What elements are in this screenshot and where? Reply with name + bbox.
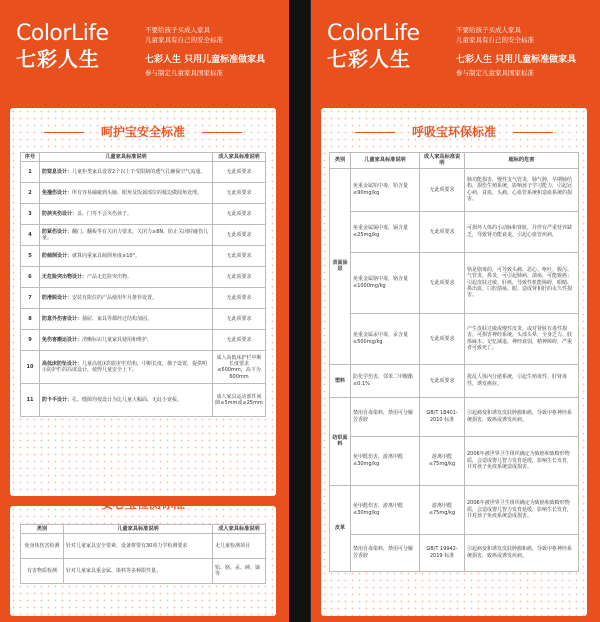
row-category: 塑料	[330, 364, 351, 397]
eco-table	[329, 152, 579, 572]
row-title: 防紧伤设计：	[42, 229, 73, 235]
row-adult: 无儿童检测项目	[213, 534, 266, 559]
tagline-3: 七彩人生 只用儿童标准做家具	[145, 55, 266, 65]
table-row	[21, 225, 266, 246]
row-harm: 产生皮肤过敏或慢性皮炎，或对肾脏有毒性损害，可损害神经系统，头部头晕，全身乏力、肢体麻木、记忆减退、神经衰弱，精神障碍，严重者可致死亡。	[465, 313, 579, 364]
row-number: 2	[21, 183, 40, 204]
row-adult: 无此项要求	[213, 288, 266, 309]
tagline-1: 不要给孩子买成人家具	[145, 26, 210, 34]
col-header-adult: 成人家具标准说明	[213, 153, 266, 162]
col-header-num: 序号	[21, 153, 40, 162]
col-header-category: 类别	[330, 153, 351, 169]
row-detail: 产品无危险突出物。	[87, 274, 133, 281]
row-adult: 无此项要求	[213, 204, 266, 225]
row-description	[40, 162, 213, 183]
row-harm: 铬是剧毒的，可导致头痛、恶心、呕吐、腹泻、气管炎、鼻炎，可引起肺病、溃疡，可能致癌；引起皮肤过敏、肝癌，导致性机能障碍，眼睛、鼻出血，口腔溃疡、眼、造成肾和肝的永久性损害。	[465, 252, 579, 313]
row-adult: GB/T 18401-2010 标准	[420, 397, 465, 436]
row-title: 无危险突出物设计：	[42, 274, 88, 281]
table-row	[330, 397, 579, 436]
row-detail: 翻门、翻板等有关闭力要求，关闭力≥8N，防止关闭时碰伤儿童。	[42, 229, 209, 242]
row-adult: 无此项要求	[213, 330, 266, 351]
row-category: 皮革	[330, 485, 351, 571]
row-description	[40, 288, 213, 309]
table-row	[330, 252, 579, 313]
row-detail: 儿童高低床的防护栏结构，中断长度，梯子设置，提供明示防护栏的高度设计，使得儿童安全上下。	[42, 361, 208, 374]
row-title: 高低床防坠设计：	[42, 361, 83, 367]
row-description: 免甲醛伤害，游离甲醛≤30mg/kg	[351, 485, 420, 534]
col-header-child: 儿童家具标准说明	[40, 153, 213, 162]
table-row	[330, 534, 579, 571]
row-adult: 游离甲醛≤75mg/kg	[420, 436, 465, 485]
table-row	[21, 267, 266, 288]
row-description	[40, 225, 213, 246]
row-number: 6	[21, 267, 40, 288]
eco-standard-card	[321, 108, 587, 616]
row-adult: 无此项要求	[213, 183, 266, 204]
table-row	[330, 313, 579, 364]
tagline-3: 七彩人生 只用儿童标准做家具	[456, 55, 577, 65]
row-detail: 就算向重家具倾倒角度≥10°。	[72, 253, 141, 260]
row-detail: 安装有限位的产品使用年月推荐设置。	[72, 295, 158, 302]
row-adult: 无此项要求	[420, 252, 465, 313]
tagline-2: 儿童家具有自己的安全标准	[145, 36, 223, 44]
table-row	[21, 559, 266, 584]
logo-english: ColorLife	[16, 21, 109, 46]
row-description	[40, 309, 213, 330]
row-description: 免重金属镉中毒，镉含量≤25mg/kg	[351, 211, 420, 252]
testing-standard-title	[10, 496, 276, 512]
row-description: 免重金属铬中毒，铬含量≤1000mg/kg	[351, 252, 420, 313]
row-title: 防倾倒设计：	[42, 253, 73, 260]
row-number: 3	[21, 204, 40, 225]
brand-logo	[16, 22, 109, 72]
row-description: 禁用有毒染料，禁用可分解芳香胺	[351, 534, 420, 571]
row-adult: 无此项要求	[420, 168, 465, 211]
table-row	[330, 211, 579, 252]
row-adult: 无此项要求	[420, 211, 465, 252]
row-description	[40, 384, 213, 417]
safety-standard-card	[10, 108, 276, 496]
row-adult: 无此项要求	[420, 313, 465, 364]
row-description	[40, 246, 213, 267]
eco-standard-title	[321, 124, 587, 140]
col-header-child: 儿童家具标准说明	[351, 153, 420, 169]
row-description: 防化学伤害，邻苯二甲酸酯≤0.1%	[351, 364, 420, 397]
row-adult: 无此项要求	[213, 246, 266, 267]
row-number: 10	[21, 351, 40, 384]
logo-chinese: 七彩人生	[16, 47, 100, 71]
table-row	[21, 183, 266, 204]
row-description: 免重金属汞中毒，汞含量≤500mg/kg	[351, 313, 420, 364]
table-row	[330, 364, 579, 397]
brand-logo	[327, 22, 420, 72]
tagline-4: 参与制定儿童家具国家标准	[145, 69, 223, 77]
table-row	[21, 534, 266, 559]
row-description	[40, 351, 213, 384]
row-harm: 可损坏人体的小动脉和肾脏，并伴有严重营养缺乏，导致肾功能衰退，引起心血管疾病。	[465, 211, 579, 252]
tagline-2: 儿童家具有自己的安全标准	[456, 36, 534, 44]
safety-table	[20, 152, 266, 417]
tagline-4: 参与制定儿童家具国家标准	[456, 69, 534, 77]
table-row	[21, 204, 266, 225]
testing-table	[20, 524, 266, 584]
logo-english: ColorLife	[327, 21, 420, 46]
row-detail: 孔、缝隙均按设计为比儿童大幅面，无此小宽板。	[72, 397, 183, 404]
col-header-harm: 超标的危害	[465, 153, 579, 169]
table-row	[21, 246, 266, 267]
table-row	[21, 309, 266, 330]
row-number: 4	[21, 225, 40, 246]
row-category: 表面涂层	[330, 168, 351, 364]
row-description	[40, 330, 213, 351]
row-detail: 所有容易磕碰到头脑、眼角及饭颈部位的棱边做圆角处理。	[72, 190, 203, 197]
row-adult: 无此项要求	[420, 364, 465, 397]
row-number: 7	[21, 288, 40, 309]
row-detail: 儿童柜类家具设置2个以上不受限制的透气孔确保空气流通。	[72, 169, 206, 176]
col-header-adult: 成人家具标准说明	[213, 525, 266, 534]
row-title: 防窒息设计：	[42, 169, 73, 176]
table-row	[21, 330, 266, 351]
row-detail: 抽屉、家具等都经过结构加固。	[82, 316, 153, 323]
row-description	[40, 204, 213, 225]
row-title: 防意外伤害设计：	[42, 316, 83, 323]
row-description: 免重金属铅中毒，铅含量≤90mg/kg	[351, 168, 420, 211]
row-description	[40, 267, 213, 288]
safety-title-text: 呵护宝安全标准	[100, 125, 185, 139]
row-title: 免伤害搬运设计：	[42, 337, 83, 344]
row-description: 免甲醛伤害，游离甲醛≤30mg/kg	[351, 436, 420, 485]
row-adult: 无此项要求	[213, 162, 266, 183]
row-number: 9	[21, 330, 40, 351]
row-description	[40, 183, 213, 204]
row-number: 1	[21, 162, 40, 183]
row-adult: 无此项要求	[213, 225, 266, 246]
right-panel	[311, 0, 600, 622]
row-harm: 扰乱人体内分泌系统，引起生殖毒性、肝肾毒性，诱发癌症。	[465, 364, 579, 397]
table-row	[21, 288, 266, 309]
eco-title-text: 呼吸宝环保标准	[411, 125, 496, 139]
row-adult: 成人高低床护栏中断长度要求≤500mm，高下为600mm	[213, 351, 266, 384]
tagline-1: 不要给孩子买成人家具	[456, 26, 521, 34]
row-title: 防滑脱设计：	[42, 295, 73, 302]
panel-divider	[289, 0, 310, 622]
col-header-category: 类别	[21, 525, 64, 534]
row-adult: 成人家具运动部件间隙≤5mm或≥25mm	[213, 384, 266, 417]
row-number: 11	[21, 384, 40, 417]
col-header-adult: 成人家具标准说明	[420, 153, 465, 169]
row-title: 防卡手设计：	[42, 397, 73, 404]
table-row	[21, 384, 266, 417]
row-adult: 无此项要求	[213, 309, 266, 330]
testing-standard-card	[10, 497, 276, 616]
row-harm: 2006年被世界卫生组织确定为致癌和致畸形物质，会造成婴儿智力发育延缓，影响生长发育，并对孩子免疫系统造成损害。	[465, 436, 579, 485]
row-adult: 无此项要求	[213, 267, 266, 288]
row-harm: 2006年被世界卫生组织确定为致癌和致畸形物质，会造成婴儿智力发育延缓，影响生长发育，并对孩子免疫系统造成损害。	[465, 485, 579, 534]
table-row	[330, 168, 579, 211]
row-description: 禁用有毒染料，禁用可分解芳香胺	[351, 397, 420, 436]
row-description: 针对儿童家具重金属、染料等多种限性量。	[64, 559, 213, 584]
row-harm: 引起病变和诱发皮肤肿瘤和癌，导致中枢神经系统损害，致癌或诱发疾病。	[465, 534, 579, 571]
logo-chinese: 七彩人生	[327, 47, 411, 71]
row-detail: 清晰标识儿童家具使用和维护。	[82, 337, 153, 344]
table-row	[330, 485, 579, 534]
safety-standard-title	[10, 124, 276, 140]
left-panel	[0, 0, 289, 622]
row-title: 免撞伤设计：	[42, 190, 73, 197]
table-row	[330, 436, 579, 485]
row-detail: 盖、门等不会夹伤孩子。	[77, 211, 133, 218]
table-row	[21, 351, 266, 384]
row-category: 免身体伤害检测	[21, 534, 64, 559]
row-category: 纺织面料	[330, 397, 351, 485]
row-description: 针对儿童家具安全要素，设备将要有30项力学检测要求	[64, 534, 213, 559]
row-adult: GB/T 19942-2019 标准	[420, 534, 465, 571]
row-harm: 引起痛变和诱发皮肤肿瘤和癌，导致中枢神经系统损害，致癌或诱发疾病。	[465, 397, 579, 436]
row-adult: 游离甲醛≤75mg/kg	[420, 485, 465, 534]
testing-title-text: 安心宝检测标准	[100, 497, 185, 511]
row-title: 防挟夹伤设计：	[42, 211, 78, 218]
row-category: 有害物质检测	[21, 559, 64, 584]
row-number: 5	[21, 246, 40, 267]
col-header-child: 儿童家具标准说明	[64, 525, 213, 534]
row-adult: 铅、铬、汞、砷、锑等	[213, 559, 266, 584]
row-number: 8	[21, 309, 40, 330]
row-harm: 肺功能损害，慢性支气管炎，肺气肿，早期肺结构，损伤生殖系统，影响孩子学习能力，引起冠心病，贫血，头痛，心血管系统和造血系统的损害。	[465, 168, 579, 211]
table-row	[21, 162, 266, 183]
